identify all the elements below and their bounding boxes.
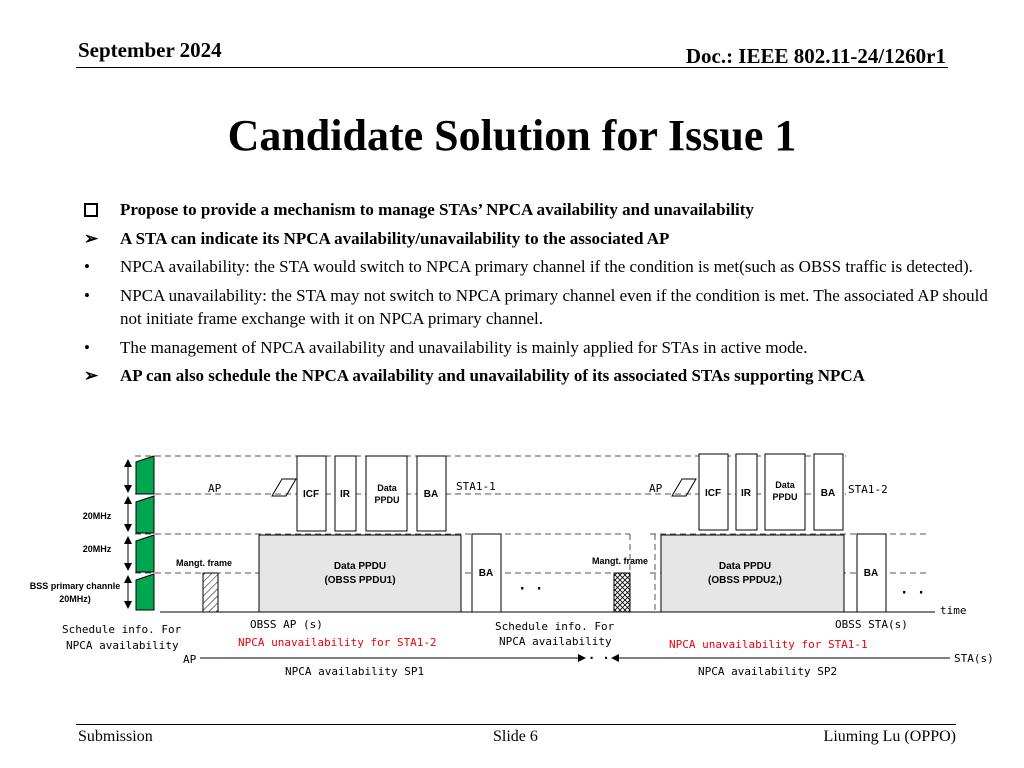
header-date: September 2024 (78, 38, 222, 62)
data-ppdu-label-2: Data (775, 480, 795, 490)
dot-bullet-icon: • (84, 285, 90, 305)
bullet-text: The management of NPCA availability and unavailability is mainly applied for STAs in active mode. (120, 337, 808, 357)
obss-ppdu2-label-b: (OBSS PPDU2,) (708, 575, 782, 586)
channel-label-20mhz-1: 20MHz (82, 511, 112, 521)
mangt-frame-label-1: Mangt. frame (176, 558, 233, 568)
data-ppdu-label-1: Data (377, 483, 397, 493)
obss-sta-label: OBSS STA(s) (835, 618, 908, 631)
bss-primary-label-2: 20MHz) (59, 594, 91, 604)
sta-label-1: STA1-1 (456, 480, 496, 493)
schedule-info-label-2b: NPCA availability (499, 635, 612, 648)
header-doc-id: Doc.: IEEE 802.11-24/1260r1 (685, 44, 946, 68)
unavailability-label-2: NPCA unavailability for STA1-1 (669, 638, 868, 651)
data-ppdu-label-1b: PPDU (374, 495, 400, 505)
availability-sp2-label: NPCA availability SP2 (698, 665, 838, 678)
footer-divider (76, 724, 956, 725)
dot-bullet-icon: • (84, 257, 90, 276)
obss-ppdu1-label: Data PPDU (333, 561, 387, 572)
bullet-text: Propose to provide a mechanism to manage STAs’ NPCA availability and unavailability (120, 200, 754, 219)
icf-label-2: ICF (704, 488, 722, 499)
slide-title: Candidate Solution for Issue 1 (227, 111, 797, 160)
bullet-text: AP can also schedule the NPCA availability and unavailability of its associated STAs supporting NPCA (120, 366, 865, 385)
obss-ppdu2-frame (661, 535, 844, 612)
ap-label-1: AP (208, 482, 222, 495)
backoff-parallelogram-2 (672, 479, 696, 496)
obss-ppdu2-label: Data PPDU (718, 561, 772, 572)
mangt-frame-1 (203, 573, 218, 612)
obss-ap-label: OBSS AP (s) (250, 618, 323, 631)
bullet-text: A STA can indicate its NPCA availability/unavailability to the associated AP (120, 228, 670, 248)
green-channel-blocks (136, 456, 154, 610)
footer-slide-number: Slide 6 (493, 728, 538, 745)
ba-label-bottom-1: BA (478, 568, 494, 579)
arrow-bullet-icon: ➢ (84, 228, 99, 248)
bss-primary-label: BSS primary channle (29, 581, 121, 591)
time-label: time (940, 604, 967, 617)
mangt-frame-2 (614, 573, 630, 612)
data-ppdu-label-2b: PPDU (772, 492, 798, 502)
ellipsis-3: · · (588, 651, 610, 665)
channel-label-20mhz-2: 20MHz (82, 544, 112, 554)
ir-label-2: IR (741, 488, 751, 499)
backoff-parallelogram-1 (272, 479, 296, 496)
bullet-text: NPCA unavailability: the STA may not switch to NPCA primary channel even if the condition is met. The associated AP should not initiate frame exchange with it on NPCA primary channel. (120, 285, 988, 328)
ellipsis-2: · · (900, 585, 926, 601)
unavailability-label-1: NPCA unavailability for STA1-2 (238, 636, 437, 649)
schedule-info-label-1: Schedule info. For (62, 623, 182, 636)
schedule-info-label-2: Schedule info. For (495, 620, 615, 633)
schedule-info-label-1b: NPCA availability (66, 639, 179, 652)
obss-ppdu1-label-b: (OBSS PPDU1) (324, 575, 396, 586)
ba-label-top-1: BA (423, 489, 439, 500)
bullet-text: NPCA availability: the STA would switch to NPCA primary channel if the condition is met(such as OBSS traffic is detected). (120, 257, 973, 276)
sta-label-2: STA1-2 (848, 483, 888, 496)
obss-ppdu1-frame (259, 535, 461, 612)
arrow-bullet-icon: ➢ (84, 366, 99, 385)
ba-label-bottom-2: BA (863, 568, 879, 579)
footer-submission: Submission (78, 728, 153, 745)
dot-bullet-icon: • (84, 337, 90, 357)
availability-sp1-label: NPCA availability SP1 (285, 665, 425, 678)
ellipsis-1: · · (518, 581, 544, 597)
sta-axis-label: STA(s) (954, 652, 994, 665)
icf-label-1: ICF (302, 489, 320, 500)
ap-axis-label: AP (183, 653, 197, 666)
mangt-frame-label-2: Mangt. frame (592, 556, 649, 566)
ap-label-2: AP (649, 482, 663, 495)
ir-label-1: IR (340, 489, 350, 500)
ba-label-top-2: BA (820, 488, 836, 499)
data-ppdu-frame-1 (366, 456, 407, 531)
footer-author: Liuming Lu (OPPO) (823, 728, 956, 745)
